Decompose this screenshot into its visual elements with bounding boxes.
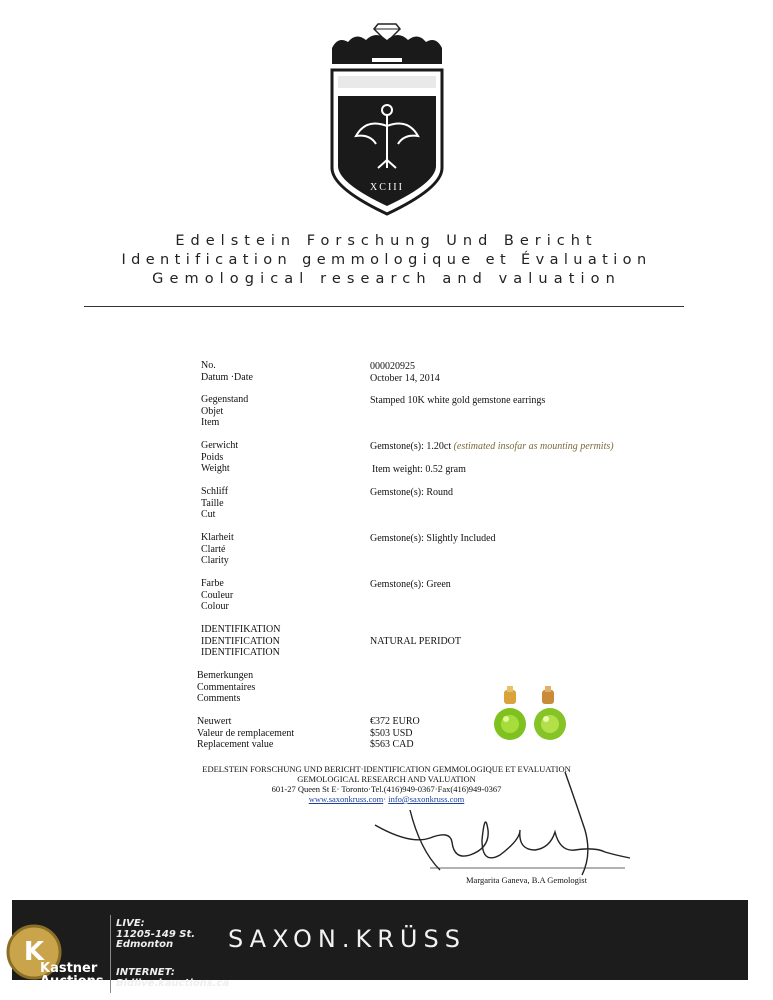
- value-euro: €372 EURO: [370, 716, 420, 727]
- footer-line-2: GEMOLOGICAL RESEARCH AND VALUATION: [297, 774, 476, 784]
- footer-address: 601-27 Queen St E· Toronto·Tel.(416)949-0367·Fax(416)949-0367: [271, 784, 502, 794]
- live-location: LIVE: 11205-149 St. Edmonton: [116, 918, 196, 950]
- earring-right: [534, 686, 566, 740]
- label-colour: Farbe Couleur Colour: [201, 578, 234, 612]
- value-gem-weight: Gemstone(s): 1.20ct (estimated insofar as mounting permits): [370, 441, 614, 452]
- label-weight: Gerwicht Poids Weight: [201, 440, 239, 474]
- header-divider: [84, 306, 684, 307]
- earrings-photo: [490, 684, 574, 748]
- footer-line-1: EDELSTEIN FORSCHUNG UND BERICHT·IDENTIFICATION GEMMOLOGIQUE ET EVALUATION: [202, 764, 571, 774]
- value-usd: $503 USD: [370, 727, 413, 739]
- value-number-date: [370, 361, 440, 385]
- internet-info: INTERNET: Bidlive.kauctions.ca: [116, 967, 230, 989]
- weight-note: (estimated insofar as mounting permits): [453, 441, 614, 452]
- crest-numeral: XCIII: [370, 182, 404, 193]
- label-number: No. Datum ·Date: [201, 360, 253, 383]
- header-line-german: Edelstein Forschung Und Bericht: [175, 233, 598, 249]
- value-colour: Gemstone(s): Green: [370, 579, 451, 590]
- footer-links: www.saxonkruss.com· info@saxonkruss.com: [308, 794, 465, 804]
- signer-name: Margarita Ganeva, B.A Gemologist: [466, 875, 587, 885]
- value-replacement: [370, 716, 420, 751]
- value-cut: Gemstone(s): Round: [370, 487, 454, 498]
- label-clarity: Klarheit Clarté Clarity: [201, 532, 234, 566]
- signature: [370, 770, 640, 890]
- label-cut: Schliff Taille Cut: [201, 486, 229, 520]
- value-item: Stamped 10K white gold gemstone earrings: [370, 395, 546, 406]
- crown-icon: [332, 35, 442, 64]
- website-link[interactable]: www.saxonkruss.com: [308, 794, 384, 804]
- header-line-english: Gemological research and valuation: [152, 271, 621, 287]
- report-number: 000020925: [370, 361, 415, 372]
- banner-divider: [110, 915, 111, 993]
- value-identification: NATURAL PERIDOT: [370, 636, 462, 647]
- logo-wordmark: Kastner Auctions: [40, 961, 104, 989]
- value-item-weight: Item weight: 0.52 gram: [372, 464, 466, 475]
- brand-name: SAXON.KRÜSS: [228, 925, 466, 953]
- header-line-french: Identification gemmologique et Évaluation: [121, 252, 652, 268]
- internet-url[interactable]: Bidlive.kauctions.ca: [116, 977, 230, 989]
- report-date: October 14, 2014: [370, 373, 440, 384]
- label-comments: Bemerkungen Commentaires Comments: [197, 670, 256, 704]
- earring-left: [494, 686, 526, 740]
- svg-text:K: K: [23, 937, 45, 967]
- label-identification: IDENTIFIKATION IDENTIFICATION IDENTIFICATION: [201, 624, 281, 658]
- email-link[interactable]: info@saxonkruss.com: [388, 794, 465, 804]
- value-clarity: Gemstone(s): Slightly Included: [370, 533, 496, 544]
- label-replacement-value: Neuwert Valeur de remplacement Replacement value: [197, 716, 295, 750]
- value-cad: $563 CAD: [370, 739, 414, 750]
- label-item: Gegenstand Objet Item: [201, 394, 249, 428]
